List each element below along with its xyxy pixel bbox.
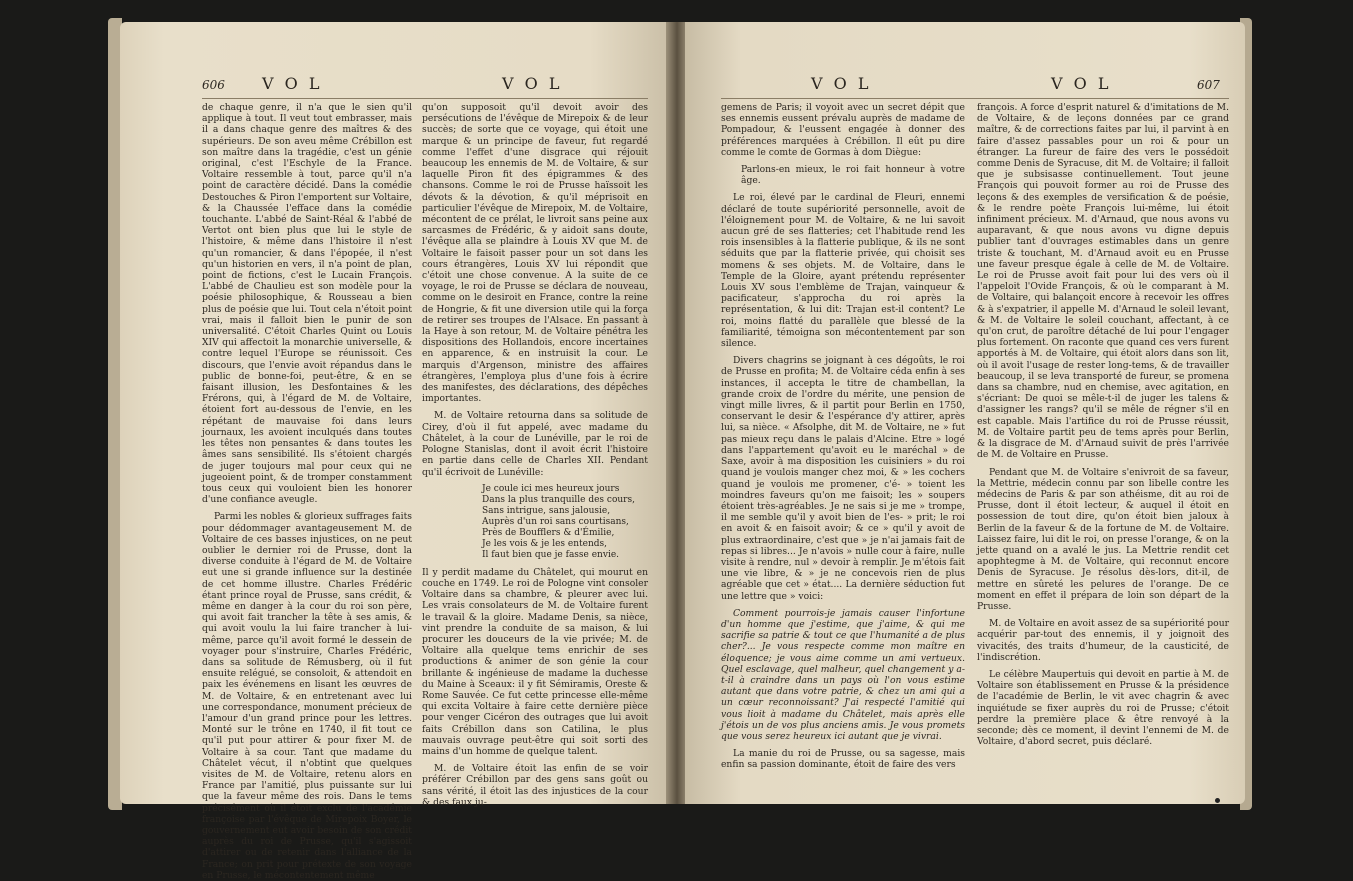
left-column-2 (422, 102, 648, 808)
running-head-right: V O L (502, 74, 563, 93)
poem (482, 484, 648, 561)
page-number: 606 (202, 78, 225, 92)
paragraph: Le roi, élevé par le cardinal de Fleuri, ennemi déclaré de toute supériorité personnelle, avoit de l'éloignement pour M. de Voltaire, & ne lui savoit aucun gré de ses flatteries; cet l'habitude rend les rois insensibles à la flatterie publique, & ils ne sont séduits que par la flatterie privée, qui choisit ses momens & ses objets. M. de Voltaire, dans le Temple de la Gloire, ayant prétendu représenter Louis XV sous l'emblème de Trajan, vainqueur & pacificateur, s'approcha du roi après la représentation, & lui dit: Trajan est-il content? Le roi, moins flatté du parallèle que blessé de la familiarité, témoigna son mécontentement par son silence. (721, 192, 965, 350)
right-page (685, 22, 1245, 804)
paragraph: françois. A force d'esprit naturel & d'imitations de M. de Voltaire, & de leçons données par ce grand maître, & de corrections faites par lui, il parvint à en faire d'assez passables pour un roi & pour un étranger. La fureur de faire des vers le possédoit comme Denis de Syracuse, dit M. de Voltaire; il falloit que je subsisasse continuellement. Tout jeune François qui pouvoit former au roi de Prusse des leçons & des exemples de versification & de poésie, & le rendre poète François lui-même, lui étoit infiniment précieux. M. d'Arnaud, que nous avons vu auparavant, & que nous avons vu digne depuis publier tant d'ouvrages estimables dans un genre triste & touchant, M. d'Arnaud avoit eu en Prusse une faveur presque égale à celle de M. de Voltaire. Le roi de Prusse avoit fait pour lui des vers où il l'appeloit l'Ovide François, & où le comparant à M. de Voltaire, qui balançoit encore à recevoir les offres & à s'expatrier, il appelle M. d'Arnaud le soleil levant, & M. de Voltaire le soleil couchant, affectant, à ce qu'on crut, de paroître détaché de lui pour l'engager plus fortement. On raconte que quand ces vers furent apportés à M. de Voltaire, qui étoit alors dans son lit, où il avoit l'usage de rester long-tems, & de travailler beaucoup, il se leva transporté de fureur, se promena dans sa chambre, nud en chemise, avec agitation, en s'écriant: De quoi se mêle-t-il de juger les talens & d'assigner les rangs? qu'il se mêle de régner s'il en est capable. Mais l'artifice du roi de Prusse réussit, M. de Voltaire partit peu de tems après pour Berlin, & la disgrace de M. d'Arnaud suivit de près l'arrivée de M. de Voltaire en Prusse. (977, 102, 1229, 461)
poem-line: Je les vois & je les entends, (482, 538, 607, 549)
verse-quote: Parlons-en mieux, le roi fait honneur à votre âge. (741, 164, 965, 187)
paragraph: qu'on supposoit qu'il devoit avoir des persécutions de l'évêque de Mirepoix & de leur succès; de sorte que ce voyage, qui étoit une marque & un principe de faveur, fut regardé comme l'effet d'une disgrace qui réjouit beaucoup les ennemis de M. de Voltaire, & sur laquelle Piron fit des épigrammes & des chansons. Comme le roi de Prusse haïssoit les dévots & la dévotion, & qu'il méprisoit en particulier l'évêque de Mirepoix, M. de Voltaire, mécontent de ce prélat, le livroit sans peine aux sarcasmes de Frédéric, & y aidoit sans doute, l'évêque alla se plaindre à Louis XV que M. de Voltaire le faisoit passer pour un sot dans les cours étrangères, Louis XV lui répondit que c'étoit une chose convenue. A la suite de ce voyage, le roi de Prusse se déclara de nouveau, comme on le desiroit en France, contre la reine de Hongrie, & fit une diversion utile qui la força de retirer ses troupes de l'Alsace. En passant à la Haye à son retour, M. de Voltaire pénétra les dispositions des Hollandois, encore incertaines en apparence, & en instruisit la cour. Le marquis d'Argenson, ministre des affaires étrangères, l'employa plus d'une fois à écrire des manifestes, des déclarations, des dépêches importantes. (422, 102, 648, 405)
paragraph: Pendant que M. de Voltaire s'enivroit de sa faveur, la Mettrie, médecin connu par son libelle contre les médecins de Paris & par son athéisme, dit au roi de Prusse, dont il étoit lecteur, & auquel il étoit en possession de tout dire, qu'on étoit bien jaloux à Berlin de la faveur & de la fortune de M. de Voltaire. Laissez faire, lui dit le roi, on presse l'orange, & on la jette quand on a avalé le jus. La Mettrie rendit cet apophtegme à M. de Voltaire, qui reconnut encore Denis de Syracuse. Je résolus dès-lors, dit-il, de mettre en sûreté les pelures de l'orange. De ce moment en effet il prépara de loin son départ de la Prusse. (977, 466, 1229, 612)
poem-line: Auprès d'un roi sans courtisans, (482, 516, 629, 527)
poem-line: Sans intrigue, sans jalousie, (482, 505, 611, 516)
paragraph: Parmi les nobles & glorieux suffrages faits pour dédommager avantageusement M. de Voltaire de ces basses injustices, on ne peut oublier le dernier roi de Prusse, dont la diverse conduite à l'égard de M. de Voltaire eut une si grande influence sur la destinée de cet homme illustre. Charles Frédéric étant prince royal de Prusse, sans crédit, & même en danger à la cour du roi son père, qui avoit fait trancher la tête à ses amis, & qui avoit voulu la lui faire trancher à lui-même, parce qu'il avoit formé le dessein de voyager pour s'instruire, Charles Frédéric, dans sa solitude de Rémusberg, où il fut ensuite relégué, se consoloit, & attendoit en paix les événemens en lisant les œuvres de M. de Voltaire, & en entretenant avec lui une correspondance, monument précieux de l'amour d'un grand prince pour les lettres. Monté sur le trône en 1740, il fit tout ce qu'il put pour attirer & pour fixer M. de Voltaire à sa cour. Tant que madame du Châtelet vécut, il n'obtint que quelques visites de M. de Voltaire, retenu alors en France par l'amitié, plus puissante sur lui que la faveur même des rois. Dans le tems précisément où il étoit exclu de l'académie françoise par l'évêque de Mirepoix Boyer, le gouvernement eut avoir besoin de son crédit auprès du roi de Prusse, qu'il s'agissoit d'attirer ou de retenir dans l'alliance de la France; on prit pour prétexte de son voyage en Prusse, le mécontentement même (202, 511, 413, 881)
paragraph: La manie du roi de Prusse, ou sa sagesse, mais enfin sa passion dominante, étoit de faire des vers (721, 748, 965, 771)
letter-quote: Comment pourrois-je jamais causer l'infortune d'un homme que j'estime, que j'aime, & qui me sacrifie sa patrie & tout ce que l'humanité a de plus cher?... Je vous respecte comme mon maître en éloquence; je vous aime comme un ami vertueux. Quel esclavage, quel malheur, quel changement y a-t-il à craindre dans un pays où l'on vous estime autant que dans votre patrie, & chez un ami qui a un cœur reconnoissant? J'ai respecté l'amitié qui vous lioit à madame du Châtelet, mais après elle j'étois un de vos plus anciens amis. Je vous promets que vous serez heureux ici autant que je vivrai. (721, 607, 965, 742)
paragraph: de chaque genre, il n'a que le sien qu'il applique à tout. Il veut tout embrasser, mais il a dans chaque genre des maîtres & des supérieurs. De son aveu même Crébillon est son maître dans la tragédie, c'est un génie original, c'est l'Eschyle de la France. Voltaire ressemble à tout, parce qu'il n'a point de caractère décidé. Dans la comédie Destouches & Piron l'emportent sur Voltaire, & la Chaussée l'efface dans la comédie touchante. L'abbé de Saint-Réal & l'abbé de Vertot ont bien plus que lui le style de l'histoire, & même dans l'histoire il n'est qu'un romancier, & dans l'épopée, il n'est qu'un historien en vers, il n'a point de plan, point de fictions, c'est le Lucain François. L'abbé de Chaulieu est son modèle pour la poésie philosophique, & Rousseau a bien plus de poésie que lui. Tout cela n'étoit point vrai, mais il falloit bien le punir de son universalité. C'étoit Charles Quint ou Louis XIV qui affectoit la monarchie universelle, & contre lequel l'Europe se réunissoit. Ces discours, que l'envie avoit répandus dans le public de bonne-foi, peut-être, & en se faisant illusion, les Desfontaines & les Frérons, qui, à l'égard de M. de Voltaire, étoient fort au-dessous de l'envie, en les répétant de mauvaise foi dans leurs journaux, les avoient inculqués dans toutes les têtes non pensantes & dans toutes les âmes sans sensibilité. Ils s'étoient chargés de juger toujours mal pour ceux qui ne jugeoient point, & de tromper constamment tous ceux qui vouloient bien les honorer d'une confiance aveugle. (202, 102, 412, 506)
paragraph: M. de Voltaire retourna dans sa solitude de Cirey, d'où il fut appelé, avec madame du Châtelet, à la cour de Lunéville, par le roi de Pologne Stanislas, dont il avoit écrit l'histoire en partie dans celle de Charles XII. Pendant qu'il écrivoit de Lunéville: (422, 410, 648, 478)
left-page (120, 22, 672, 881)
right-column-2 (977, 102, 1229, 792)
running-head-left: V O L (811, 74, 872, 93)
paragraph: M. de Voltaire en avoit assez de sa supériorité pour acquérir par-tout des ennemis, il y joignoit des vivacités, des traits d'humeur, de la causticité, de l'indiscrétion. (977, 618, 1229, 663)
header-rule (202, 98, 648, 99)
paragraph: Le célèbre Maupertuis qui devoit en partie à M. de Voltaire son établissement en Prusse & la présidence de l'académie de Berlin, le vit avec chagrin & avec inquiétude se fixer auprès du roi de Prusse; c'étoit perdre la première place & être renvoyé à la seconde; dès ce moment, il devint l'ennemi de M. de Voltaire, d'abord secret, puis déclaré. (977, 668, 1229, 748)
poem-line: Dans la plus tranquille des cours, (482, 494, 635, 505)
poem-line: Je coule ici mes heureux jours (482, 483, 620, 494)
ink-mark (1215, 798, 1220, 803)
header-rule (721, 98, 1229, 99)
poem-line: Près de Boufflers & d'Émilie, (482, 527, 615, 538)
running-head-right: V O L (1051, 74, 1112, 93)
page-number: 607 (1197, 78, 1220, 92)
right-column-1 (721, 102, 965, 792)
paragraph: gemens de Paris; il voyoit avec un secret dépit que ses ennemis eussent prévalu auprès de madame de Pompadour, & l'eussent engagée à donner des préférences marquées à Crébillon. Il eût pu dire comme le comte de Gormas à dom Diègue: (721, 102, 965, 158)
running-head-left: V O L (262, 74, 323, 93)
paragraph: M. de Voltaire étoit las enfin de se voir préférer Crébillon par des gens sans goût ou sans vérité, il étoit las des injustices de la cour & des faux ju- (422, 763, 648, 808)
left-column-1 (202, 102, 413, 881)
left-page-header (202, 74, 642, 96)
poem-line: Il faut bien que je fasse envie. (482, 549, 620, 560)
paragraph: Il y perdit madame du Châtelet, qui mourut en couche en 1749. Le roi de Pologne vint consoler Voltaire dans sa chambre, & pleurer avec lui. Les vrais consolateurs de M. de Voltaire furent le travail & la gloire. Madame Denis, sa nièce, vint prendre la conduite de sa maison, & lui procurer les douceurs de la vie privée; M. de Voltaire alla quelque tems enrichir de ses productions & animer de son génie la cour brillante & ingénieuse de madame la duchesse du Maine à Sceaux: il y fit Sémiramis, Oreste & Rome Sauvée. Ce fut cette princesse elle-même qui excita Voltaire à faire cette dernière pièce pour venger Cicéron des outrages que lui avoit faits Crébillon dans son Catilina, le plus mauvais ouvrage peut-être qui soit sorti des mains d'un homme de quelque talent. (422, 566, 648, 757)
paragraph: Divers chagrins se joignant à ces dégoûts, le roi de Prusse en profita; M. de Voltaire céda enfin à ses instances, il accepta le titre de chambellan, la grande croix de l'ordre du mérite, une pension de vingt mille livres, & il partit pour Berlin en 1750, conservant le desir & l'espérance d'y attirer, après lui, sa nièce. « Afsolphe, dit M. de Voltaire, ne » fut pas mieux reçu dans le palais d'Alcine. Etre » logé dans l'appartement qu'avoit eu le maréchal » de Saxe, avoir à ma disposition les cuisiniers » du roi quand je voulois manger chez moi, & » les cochers quand je voulois me promener, c'é- » toient les moindres faveurs qu'on me faisoit; les » soupers étoient très-agréables. Je ne sais si je me » trompe, il me semble qu'il y avoit bien de l'es- » prit; le roi en avoit & en faisoit avoir; & ce » qu'il y avoit de plus extraordinaire, c'est que » je n'ai jamais fait de repas si libres... Je n'avois » nulle cour à faire, nulle visite à rendre, nul » devoir à remplir. Je m'étois fait une vie libre, & » je ne concevois rien de plus agréable que cet » état.... La dernière séduction fut une lettre que » voici: (721, 355, 965, 602)
right-page-header (811, 74, 1231, 96)
